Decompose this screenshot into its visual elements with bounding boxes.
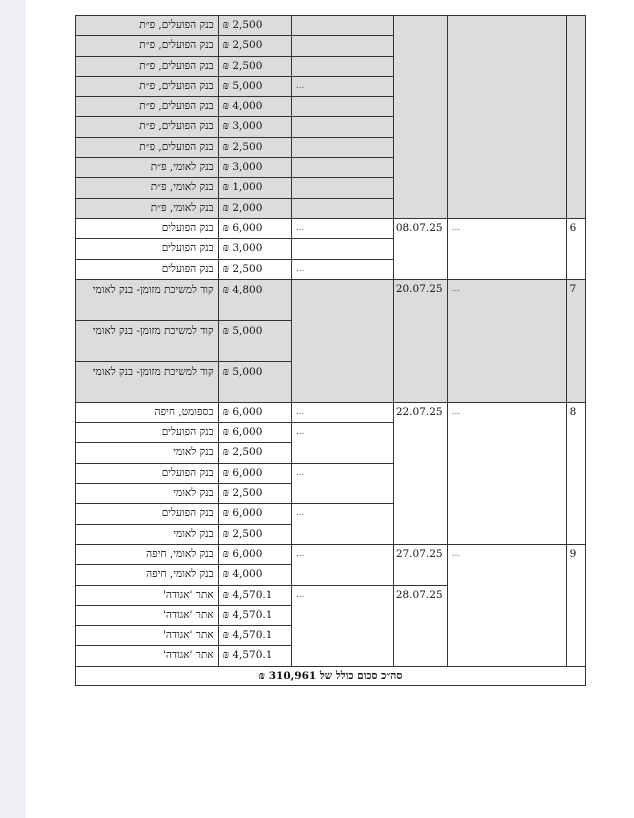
withdrawal-location: בנק הפועלים — [76, 504, 219, 524]
details-ellipsis: ... — [291, 585, 393, 666]
withdrawal-location: בנק לאומי, חיפה — [76, 565, 219, 585]
date-cell: 27.07.25 — [393, 544, 447, 585]
withdrawal-location: קוד למשיכת מזומן- בנק לאומי — [76, 279, 219, 320]
amount-cell: 4,000 ₪ — [218, 97, 291, 117]
details-ellipsis: ... — [291, 76, 393, 96]
table-row — [76, 16, 586, 36]
amount-cell: 6,000 ₪ — [218, 423, 291, 443]
table-row — [76, 218, 586, 238]
amount-cell: 2,500 ₪ — [218, 16, 291, 36]
amount-cell: 2,500 ₪ — [218, 259, 291, 279]
table-row — [76, 402, 586, 422]
details-ellipsis — [291, 158, 393, 178]
details-ellipsis: ... — [447, 279, 566, 402]
details-ellipsis — [291, 198, 393, 218]
details-ellipsis: ... — [291, 463, 393, 504]
row-number-cell: 8 — [566, 402, 585, 544]
details-ellipsis: ... — [291, 402, 393, 422]
withdrawal-location: בנק לאומי, פ״ת — [76, 158, 219, 178]
withdrawal-location: בנק לאומי — [76, 443, 219, 463]
details-cell — [447, 16, 566, 219]
withdrawal-location: קוד למשיכת מזומן- בנק לאומי — [76, 361, 219, 402]
withdrawal-location: בנק הפועלים, פ״ת — [76, 137, 219, 157]
withdrawal-location: בנק הפועלים — [76, 239, 219, 259]
row-number-cell — [566, 16, 585, 219]
amount-cell: 6,000 ₪ — [218, 463, 291, 483]
date-cell: 28.07.25 — [393, 585, 447, 666]
withdrawal-location: בנק לאומי, פ״ת — [76, 178, 219, 198]
withdrawal-location: בנק הפועלים — [76, 259, 219, 279]
details-ellipsis: ... — [291, 544, 393, 585]
transactions-table — [75, 15, 586, 686]
withdrawal-location: אתר 'אגודה' — [76, 605, 219, 625]
total-row — [76, 666, 586, 685]
row-number-cell: 6 — [566, 218, 585, 279]
total-amount: סה״כ סכום כולל של 310,961 ₪ — [76, 666, 586, 685]
amount-cell: 4,570.1 ₪ — [218, 646, 291, 666]
details-ellipsis: ... — [291, 423, 393, 464]
date-cell: 22.07.25 — [393, 402, 447, 544]
amount-cell: 5,000 ₪ — [218, 320, 291, 361]
amount-cell: 6,000 ₪ — [218, 504, 291, 524]
details-ellipsis: ... — [291, 504, 393, 545]
amount-cell: 3,000 ₪ — [218, 239, 291, 259]
details-ellipsis: ... — [447, 218, 566, 279]
details-ellipsis: ... — [291, 218, 393, 238]
amount-cell: 2,500 ₪ — [218, 484, 291, 504]
details-ellipsis: ... — [447, 402, 566, 544]
withdrawal-location: בנק לאומי — [76, 484, 219, 504]
amount-cell: 2,500 ₪ — [218, 36, 291, 56]
withdrawal-location: בנק לאומי, פ״ת — [76, 198, 219, 218]
withdrawal-location: בנק הפועלים, פ״ת — [76, 117, 219, 137]
withdrawal-location: אתר 'אגודה' — [76, 646, 219, 666]
amount-cell: 6,000 ₪ — [218, 402, 291, 422]
amount-cell: 5,000 ₪ — [218, 361, 291, 402]
details-ellipsis — [291, 36, 393, 56]
amount-cell: 2,500 ₪ — [218, 524, 291, 544]
amount-cell: 2,500 ₪ — [218, 56, 291, 76]
details-ellipsis — [291, 279, 393, 402]
row-number-cell: 7 — [566, 279, 585, 402]
details-ellipsis — [291, 16, 393, 36]
withdrawal-location: בנק הפועלים — [76, 423, 219, 443]
amount-cell: 4,800 ₪ — [218, 279, 291, 320]
details-ellipsis: ... — [447, 544, 566, 666]
amount-cell: 1,000 ₪ — [218, 178, 291, 198]
row-number-cell: 9 — [566, 544, 585, 666]
amount-cell: 4,570.1 ₪ — [218, 585, 291, 605]
date-cell — [393, 16, 447, 219]
withdrawal-location: בנק הפועלים, פ״ת — [76, 36, 219, 56]
amount-cell: 5,000 ₪ — [218, 76, 291, 96]
details-ellipsis — [291, 117, 393, 137]
amount-cell: 3,000 ₪ — [218, 158, 291, 178]
amount-cell: 2,500 ₪ — [218, 137, 291, 157]
details-ellipsis — [291, 137, 393, 157]
withdrawal-location: אתר 'אגודה' — [76, 585, 219, 605]
withdrawal-location: בנק הפועלים, פ״ת — [76, 16, 219, 36]
withdrawal-location: בנק לאומי, חיפה — [76, 544, 219, 564]
withdrawal-location: כספומט, חיפה — [76, 402, 219, 422]
details-ellipsis — [291, 56, 393, 76]
amount-cell: 6,000 ₪ — [218, 544, 291, 564]
table-row — [76, 544, 586, 564]
details-ellipsis: ... — [291, 259, 393, 279]
amount-cell: 2,500 ₪ — [218, 443, 291, 463]
amount-cell: 4,570.1 ₪ — [218, 626, 291, 646]
withdrawal-location: קוד למשיכת מזומן- בנק לאומי — [76, 320, 219, 361]
amount-cell: 4,570.1 ₪ — [218, 605, 291, 625]
withdrawal-location: בנק לאומי — [76, 524, 219, 544]
amount-cell: 3,000 ₪ — [218, 117, 291, 137]
withdrawal-location: בנק הפועלים, פ״ת — [76, 76, 219, 96]
table-row — [76, 279, 586, 320]
amount-cell: 6,000 ₪ — [218, 218, 291, 238]
amount-cell: 4,000 ₪ — [218, 565, 291, 585]
details-ellipsis — [291, 239, 393, 259]
withdrawal-location: בנק הפועלים — [76, 218, 219, 238]
withdrawal-location: בנק הפועלים, פ״ת — [76, 97, 219, 117]
withdrawal-location: בנק הפועלים, פ״ת — [76, 56, 219, 76]
withdrawal-location: בנק הפועלים — [76, 463, 219, 483]
withdrawal-location: אתר 'אגודה' — [76, 626, 219, 646]
details-ellipsis — [291, 178, 393, 198]
amount-cell: 2,000 ₪ — [218, 198, 291, 218]
date-cell: 20.07.25 — [393, 279, 447, 402]
details-ellipsis — [291, 97, 393, 117]
date-cell: 08.07.25 — [393, 218, 447, 279]
